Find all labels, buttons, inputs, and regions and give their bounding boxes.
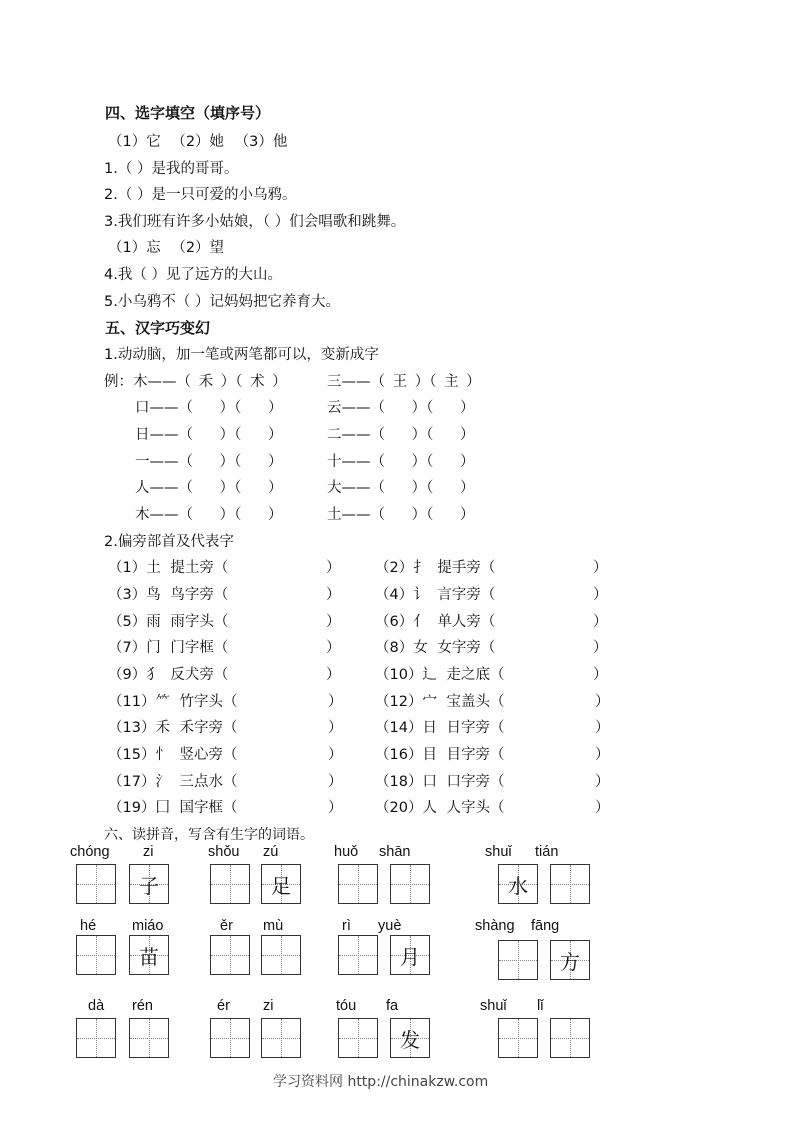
pinyin: chóng (70, 844, 110, 860)
transform-row: 十——（ ）（ ） (327, 454, 475, 470)
radical-close: ） (595, 800, 610, 816)
radical-item: （14）日 日字旁（ (375, 720, 505, 736)
section-4-title: 四、选字填空（填序号） (105, 104, 271, 122)
writing-box[interactable]: 方 (550, 940, 590, 980)
radical-close: ） (595, 720, 610, 736)
transform-row: 云——（ ）（ ） (327, 400, 475, 416)
writing-box[interactable]: 苗 (129, 935, 169, 975)
pinyin: tián (535, 844, 559, 860)
radical-item: （4）讠 言字旁（ (375, 587, 496, 603)
writing-box[interactable]: 月 (390, 935, 430, 975)
pinyin: shǒu (208, 844, 240, 860)
radical-item: （12）宀 宝盖头（ (375, 694, 505, 710)
pinyin: huǒ (334, 844, 359, 860)
writing-box[interactable] (550, 864, 590, 904)
transform-row: 人——（ ）（ ） (135, 480, 283, 496)
radical-item: （13）禾 禾字旁（ (108, 720, 238, 736)
radical-item: （2）扌 提手旁（ (375, 560, 496, 576)
writing-box[interactable] (390, 864, 430, 904)
pinyin: miáo (132, 918, 164, 934)
pinyin: fāng (531, 918, 560, 934)
radical-close: ） (595, 747, 610, 763)
question-5: 5.小乌鸦不（ ）记妈妈把它养育大。 (104, 294, 340, 310)
radical-close: ） (593, 667, 608, 683)
transform-row: 木——（ ）（ ） (135, 507, 283, 523)
radical-item: （15）忄 竖心旁（ (108, 747, 238, 763)
radical-close: ） (328, 747, 343, 763)
example-left: 例：木——（ 禾 ）（ 术 ） (104, 374, 287, 390)
writing-box[interactable] (338, 1018, 378, 1058)
radical-item: （18）口 口字旁（ (375, 774, 505, 790)
radical-item: （19）囗 国字框（ (108, 800, 238, 816)
question-4: 4.我（ ）见了远方的大山。 (104, 267, 282, 283)
writing-box[interactable] (261, 1018, 301, 1058)
pinyin: zi (143, 844, 154, 860)
radical-close: ） (595, 774, 610, 790)
radical-item: （16）目 目字旁（ (375, 747, 505, 763)
writing-box[interactable] (76, 1018, 116, 1058)
pinyin: dà (88, 998, 105, 1014)
pinyin: lǐ (537, 998, 544, 1014)
pinyin: yuè (378, 918, 402, 934)
example-right: 三——（ 王 ）（ 主 ） (327, 374, 481, 390)
writing-box[interactable]: 足 (261, 864, 301, 904)
pinyin: shān (379, 844, 411, 860)
pinyin: zi (263, 998, 274, 1014)
radical-close: ） (328, 720, 343, 736)
writing-box[interactable] (129, 1018, 169, 1058)
radical-close: ） (328, 694, 343, 710)
writing-box[interactable] (338, 935, 378, 975)
writing-box[interactable] (210, 1018, 250, 1058)
question-3: 3.我们班有许多小姑娘，（ ）们会唱歌和跳舞。 (104, 214, 406, 230)
pinyin: rì (342, 918, 351, 934)
writing-box[interactable] (210, 864, 250, 904)
pinyin: ěr (220, 918, 233, 934)
transform-row: 大——（ ）（ ） (327, 480, 475, 496)
writing-box[interactable]: 发 (390, 1018, 430, 1058)
writing-box[interactable]: 水 (498, 864, 538, 904)
pinyin: rén (132, 998, 153, 1014)
radical-item: （20）人 人字头（ (375, 800, 505, 816)
radical-item: （8）女 女字旁（ (375, 640, 496, 656)
writing-box[interactable] (210, 935, 250, 975)
radical-close: ） (326, 560, 341, 576)
writing-box[interactable]: 子 (129, 864, 169, 904)
radical-close: ） (593, 560, 608, 576)
radical-close: ） (326, 587, 341, 603)
radical-item: （3）鸟 鸟字旁（ (108, 587, 229, 603)
transform-row: 日——（ ）（ ） (135, 427, 283, 443)
transform-row: 口——（ ）（ ） (135, 400, 283, 416)
option-line-2: （1）忘 （2）望 (108, 240, 225, 256)
section-6-title: 六、读拼音，写含有生字的词语。 (104, 827, 314, 843)
writing-box[interactable] (76, 864, 116, 904)
radical-close: ） (326, 640, 341, 656)
radical-item: （5）雨 雨字头（ (108, 614, 229, 630)
radical-close: ） (593, 587, 608, 603)
pinyin: shuǐ (485, 844, 512, 860)
radical-close: ） (593, 640, 608, 656)
writing-box[interactable] (498, 1018, 538, 1058)
transform-row: 一——（ ）（ ） (135, 454, 283, 470)
transform-row: 二——（ ）（ ） (327, 427, 475, 443)
pinyin: shuǐ (480, 998, 507, 1014)
transform-row: 土——（ ）（ ） (327, 507, 475, 523)
radical-close: ） (326, 614, 341, 630)
pinyin: zú (263, 844, 279, 860)
radical-item: （9）犭 反犬旁（ (108, 667, 229, 683)
pinyin: shàng (475, 918, 515, 934)
writing-box[interactable] (338, 864, 378, 904)
radical-item: （7）门 门字框（ (108, 640, 229, 656)
pinyin: mù (263, 918, 284, 934)
radical-item: （11）⺮ 竹字头（ (108, 694, 238, 710)
option-line-1: （1）它 （2）她 （3）他 (108, 134, 288, 150)
radical-item: （6）亻 单人旁（ (375, 614, 496, 630)
radical-item: （1）土 提土旁（ (108, 560, 229, 576)
writing-box[interactable] (498, 940, 538, 980)
writing-box[interactable] (550, 1018, 590, 1058)
radical-item: （17）氵 三点水（ (108, 774, 238, 790)
pinyin: hé (80, 918, 97, 934)
radical-close: ） (595, 694, 610, 710)
radical-close: ） (328, 774, 343, 790)
part-1-prompt: 1.动动脑，加一笔或两笔都可以，变新成字 (104, 347, 379, 363)
writing-box[interactable] (76, 935, 116, 975)
pinyin: fa (386, 998, 399, 1014)
radical-close: ） (326, 667, 341, 683)
radical-close: ） (328, 800, 343, 816)
question-1: 1.（ ）是我的哥哥。 (104, 161, 239, 177)
footer-watermark: 学习资料网 http://chinakzw.com (273, 1074, 489, 1090)
radical-item: （10）辶 走之底（ (375, 667, 505, 683)
pinyin: ér (217, 998, 230, 1014)
pinyin: tóu (336, 998, 357, 1014)
radical-close: ） (593, 614, 608, 630)
question-2: 2.（ ）是一只可爱的小乌鸦。 (104, 187, 297, 203)
part-2-prompt: 2.偏旁部首及代表字 (104, 534, 234, 550)
writing-box[interactable] (261, 935, 301, 975)
section-5-title: 五、汉字巧变幻 (105, 319, 211, 337)
